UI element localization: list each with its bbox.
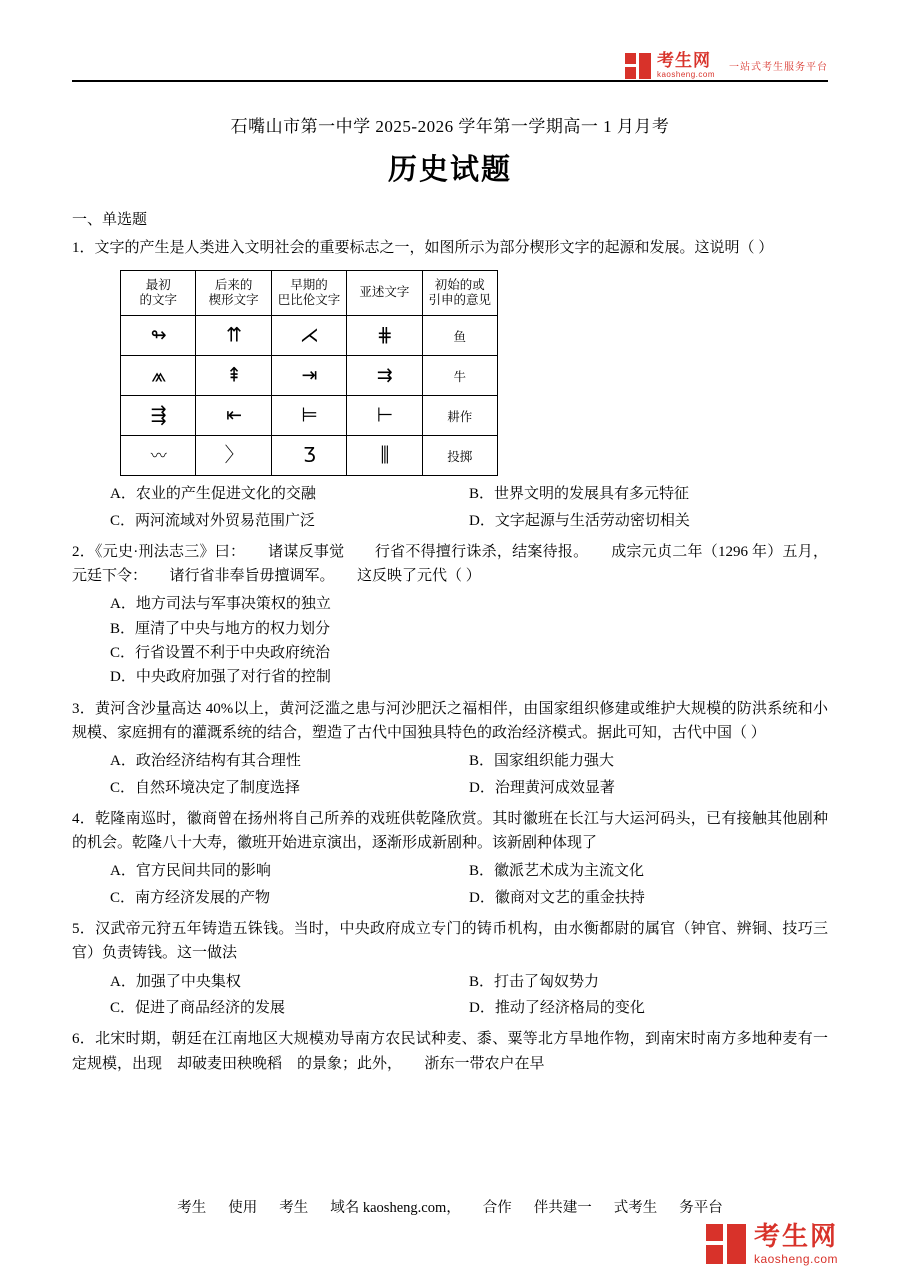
option-c: C．促进了商品经济的发展 [110, 999, 286, 1016]
question-2-stem: 《元史·刑法志三》曰： 诸谋反事觉 行省不得擅行诛杀，结案待报。 成宗元贞二年（1296 年）五月，元廷下令： 诸行省非奉旨毋擅调军。 这反映了元代（ ） [72, 543, 828, 585]
logo-name-en: kaosheng.com [656, 70, 715, 79]
subject-title: 历史试题 [387, 154, 512, 186]
option-b: B．世界文明的发展具有多元特征 [469, 486, 690, 503]
glyph-cell: ⇶ [121, 396, 196, 436]
question-4-stem: 乾隆南巡时，徽商曾在扬州将自己所养的戏班供乾隆欣赏。其时徽班在长江与大运河码头，已有接触其他剧种的机会。乾隆八十大寿，徽班开始进京演出，逐渐形成新剧种。该新剧种体现了 [72, 810, 828, 852]
table-header-cell-4: 初始的或 引申的意见 [422, 271, 497, 316]
glyph-cell: ⊨ [271, 396, 346, 436]
question-3-number: 3． [72, 700, 95, 717]
table-row [121, 396, 498, 436]
option-d: D．治理黄河成效显著 [469, 779, 615, 796]
question-3-options [110, 749, 828, 800]
question-4-options [110, 859, 828, 910]
question-1-stem: 文字的产生是人类进入文明社会的重要标志之一，如图所示为部分楔形文字的起源和发展。这说明（ ） [94, 240, 774, 256]
footer-item-0: 考生 [177, 1200, 207, 1216]
glyph-cell: ⋌ [271, 316, 346, 356]
page-footer [72, 1196, 828, 1217]
footer-domain: 域名 kaosheng.com， [330, 1200, 461, 1216]
table-row [121, 356, 498, 396]
table-header-cell-1: 后来的 楔形文字 [196, 271, 271, 316]
footer-item-6: 式考生 [613, 1200, 658, 1216]
table-header-cell-3: 亚述文字 [347, 271, 422, 316]
table-row [121, 316, 498, 356]
question-5-options [110, 970, 828, 1021]
watermark-name-cn: 考生网 [753, 1221, 838, 1251]
page-header [72, 0, 828, 86]
glyph-cell: Ʒ [271, 436, 346, 476]
footer-item-5: 伴共建一 [533, 1200, 592, 1216]
site-logo [625, 52, 828, 79]
question-5-stem: 汉武帝元狩五年铸造五铢钱。当时，中央政府成立专门的铸币机构，由水衡都尉的属官（钟官、辨铜、技巧三官）负责铸钱。这一做法 [72, 921, 828, 962]
glyph-cell: ⋕ [347, 316, 422, 356]
option-d: D．文字起源与生活劳动密切相关 [469, 512, 690, 529]
page-title: 石嘴山市第一中学 2025-2026 学年第一学期高一 1 月月考 [230, 117, 670, 136]
cuneiform-table-wrapper [120, 270, 828, 476]
header-divider [72, 80, 828, 82]
logo-name-cn: 考生网 [656, 51, 711, 70]
glyph-cell: ⇤ [196, 396, 271, 436]
glyph-cell: ↬ [121, 316, 196, 356]
question-3 [72, 697, 828, 746]
glyph-cell: ⫼ [347, 436, 422, 476]
option-d: D．中央政府加强了对行省的控制 [110, 669, 331, 686]
question-5 [72, 917, 828, 966]
question-6-number: 6． [72, 1031, 96, 1048]
question-4 [72, 807, 828, 856]
glyph-cell: ⩕ [121, 356, 196, 396]
option-d: D．徽商对文艺的重金扶持 [469, 889, 645, 906]
glyph-cell: ⇉ [347, 356, 422, 396]
option-d: D．推动了经济格局的变化 [469, 999, 645, 1016]
logo-icon [625, 53, 651, 79]
question-2-options [110, 592, 828, 689]
footer-item-2: 考生 [279, 1200, 309, 1216]
question-3-stem: 黄河含沙量高达 40%以上，黄河泛滥之患与河沙肥沃之福相伴，由国家组织修建或维护大规模的防洪系统和小规模、家庭拥有的灌溉系统的结合，塑造了古代中国独具特色的政治经济模式。据此可知，古代中国（ ） [72, 700, 828, 741]
option-c: C．自然环境决定了制度选择 [110, 779, 301, 796]
meaning-cell: 投掷 [422, 436, 497, 476]
footer-item-4: 合作 [482, 1200, 512, 1216]
glyph-cell: ⊢ [347, 396, 422, 436]
option-b: B．徽派艺术成为主流文化 [469, 863, 645, 880]
glyph-cell: 〰 [121, 436, 196, 476]
option-b: B．厘清了中央与地方的权力划分 [110, 620, 331, 637]
option-b: B．打击了匈奴势力 [469, 973, 600, 990]
option-a: A．加强了中央集权 [110, 973, 241, 990]
option-a: A．政治经济结构有其合理性 [110, 753, 301, 770]
question-5-number: 5． [72, 921, 96, 938]
logo-tagline: 一站式考生服务平台 [729, 62, 828, 73]
cuneiform-table [120, 270, 498, 476]
glyph-cell: ⇈ [196, 316, 271, 356]
glyph-cell: ⇞ [196, 356, 271, 396]
glyph-cell: 〉 [196, 436, 271, 476]
watermark-name-en: kaosheng.com [753, 1252, 838, 1266]
option-c: C．行省设置不利于中央政府统治 [110, 645, 331, 662]
footer-item-1: 使用 [228, 1200, 258, 1216]
question-6-stem: 北宋时期，朝廷在江南地区大规模劝导南方农民试种麦、黍、粟等北方旱地作物，到南宋时南方多地种麦有一定规模，出现 却破麦田秧晚稻 的景象；此外， 浙东一带农户在早 [72, 1031, 828, 1072]
option-c: C．南方经济发展的产物 [110, 889, 271, 906]
footer-item-7: 务平台 [679, 1200, 723, 1216]
question-2-number: 2． [72, 543, 95, 560]
table-header-cell-0: 最初 的文字 [121, 271, 196, 316]
option-b: B．国家组织能力强大 [469, 753, 615, 770]
table-row [121, 436, 498, 476]
question-6 [72, 1027, 828, 1076]
question-1-number: 1． [72, 240, 95, 256]
section-label: 一、单选题 [72, 212, 148, 228]
glyph-cell: ⇥ [271, 356, 346, 396]
meaning-cell: 耕作 [422, 396, 497, 436]
option-a: A．农业的产生促进文化的交融 [110, 486, 316, 503]
option-c: C．两河流域对外贸易范围广泛 [110, 512, 316, 529]
option-a: A．官方民间共同的影响 [110, 863, 271, 880]
table-header-row [121, 271, 498, 316]
meaning-cell: 牛 [422, 356, 497, 396]
meaning-cell: 鱼 [422, 316, 497, 356]
question-1 [72, 236, 828, 260]
question-4-number: 4． [72, 810, 96, 827]
table-header-cell-2: 早期的 巴比伦文字 [271, 271, 346, 316]
question-2 [72, 540, 828, 589]
question-1-options [110, 482, 828, 533]
watermark-logo-icon [706, 1224, 746, 1264]
option-a: A．地方司法与军事决策权的独立 [110, 596, 331, 613]
footer-watermark-logo [706, 1223, 838, 1265]
